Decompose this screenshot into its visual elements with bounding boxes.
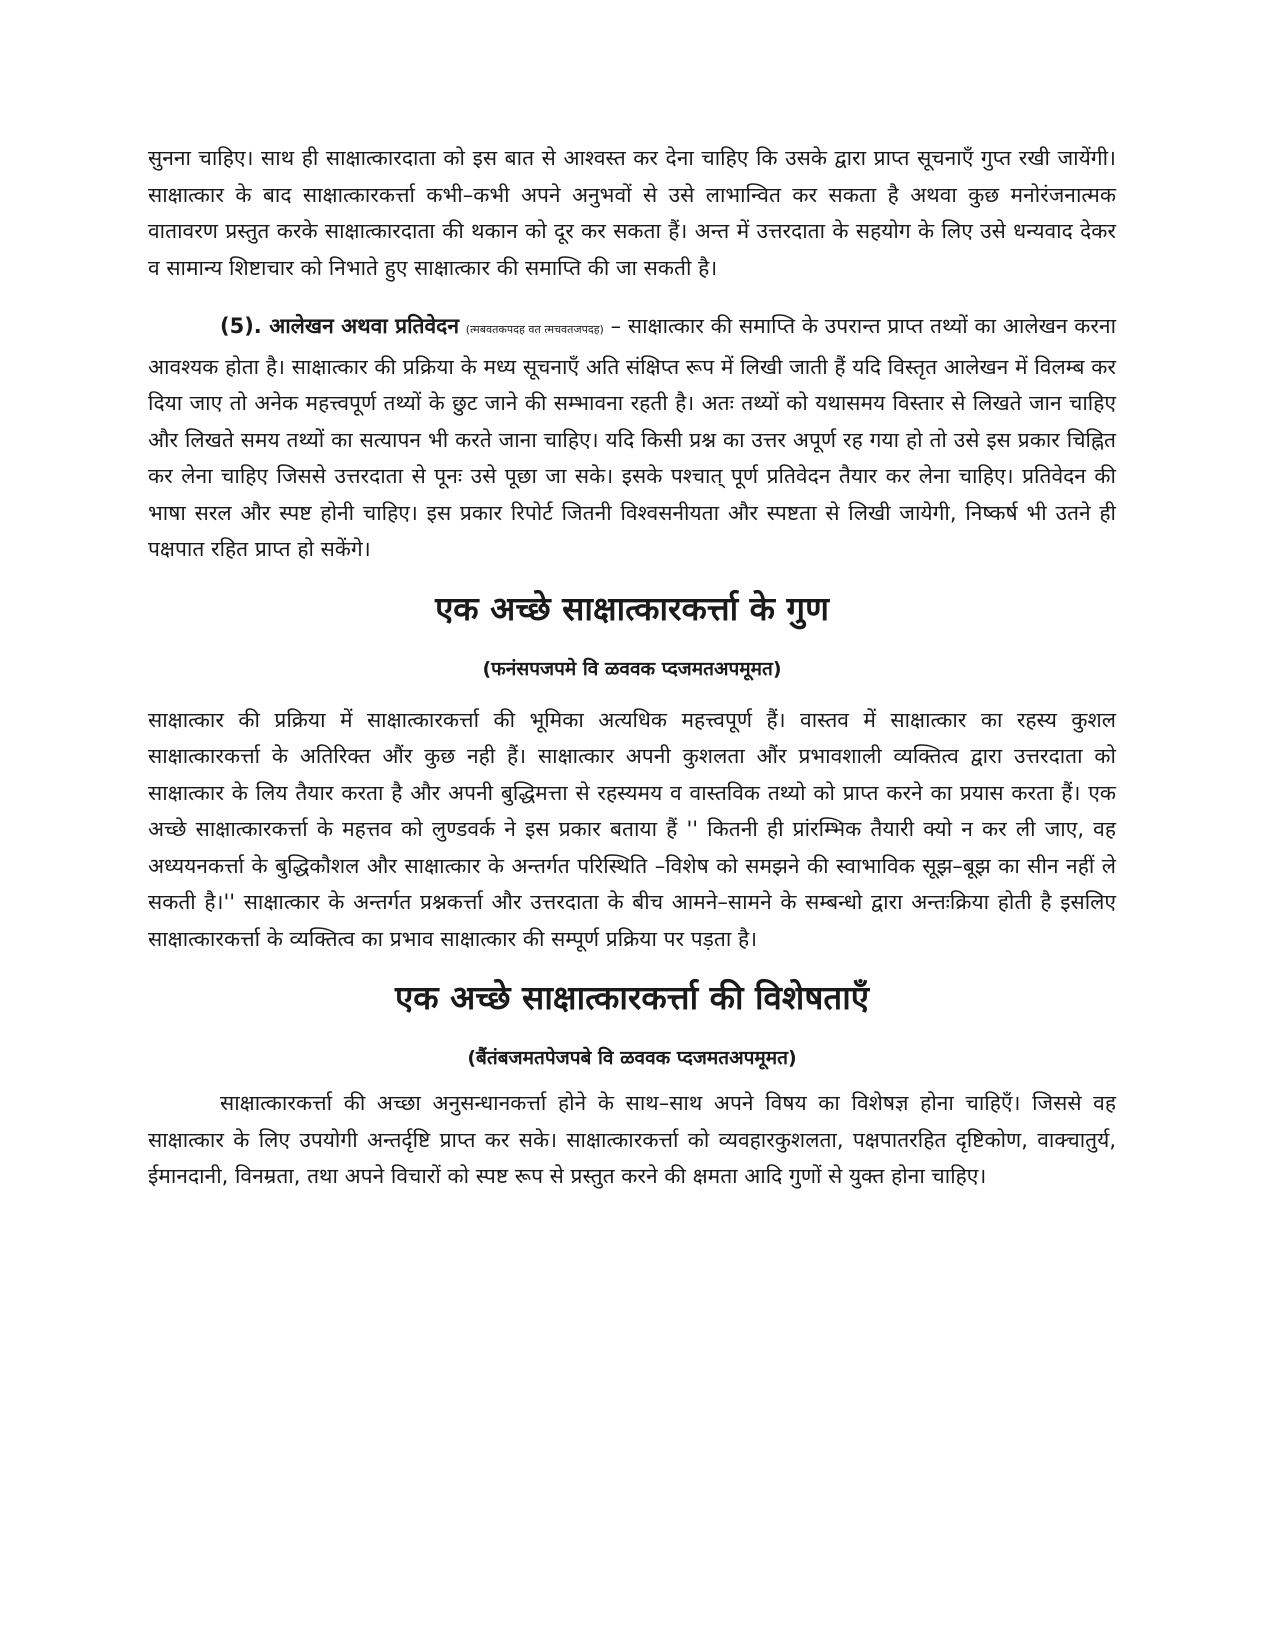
qualities-paragraph: साक्षात्कार की प्रक्रिया में साक्षात्कारकर्त्ता की भूमिका अत्यधिक महत्त्वपूर्ण हैं। वास्तव में साक्षात्कार का रहस्य कुशल साक्षात्कारकर्त्ता के अतिरिक्त औंर कुछ नही हैं। साक्षात्कार अपनी कुशलता औंर प्रभावशाली व्यक्तित्व द्वारा उत्तरदाता को साक्षात्कार के लिय तैयार करता है और अपनी बुद्धिमत्ता से रहस्यमय व वास्तविक तथ्यो को प्राप्त करने का प्रयास करता हैं। एक अच्छे साक्षात्कारकर्त्ता के महत्तव को लुण्डवर्क ने इस प्रकार बताया हैं '' कितनी ही प्रांरम्भिक तैयारी क्यो न कर ली जाए, वह अध्ययनकर्त्ता के बुद्धिकौशल और साक्षात्कार के अन्तर्गत परिस्थिति –विशेष को समझने की स्वाभाविक सूझ–बूझ का सीन नहीं ले सकती है।'' साक्षात्कार के अन्तर्गत प्रश्नकर्त्ता और उत्तरदाता के बीच आमने–सामने के सम्बन्धो द्वारा अन्तःक्रिया होती है इसलिए साक्षात्कारकर्त्ता के व्यक्तित्व का प्रभाव साक्षात्कार की सम्पूर्ण प्रक्रिया पर पड़ता है।	[148, 707, 1116, 951]
recording-text: – साक्षात्कार की समाप्ति के उपरान्त प्राप्त तथ्यों का आलेखन करना आवश्यक होता है। साक्षात्कार की प्रक्रिया के मध्य सूचनाएँ अति संक्षिप्त रूप में लिखी जाती हैं यदि विस्तृत आलेखन में विलम्ब कर दिया जाए तो अनेक महत्त्वपूर्ण तथ्यों के छुट जाने की सम्भावना रहती है। अतः तथ्यों को यथासमय विस्तार से लिखते जान चाहिए और लिखते समय तथ्यों का सत्यापन भी करते जाना चाहिए। यदि किसी प्रश्न का उत्तर अपूर्ण रह गया हो तो उसे इस प्रकार चिह्नित कर लेना चाहिए जिससे उत्तरदाता से पूनः उसे पूछा जा सके। इसके पश्चात् पूर्ण प्रतिवेदन तैयार कर लेना चाहिए। प्रतिवेदन की भाषा सरल और स्पष्ट होनी चाहिए। इस प्रकार रिपोर्ट जितनी विश्वसनीयता और स्पष्टता से लिखी जायेगी, निष्कर्ष भी उतने ही पक्षपात रहित प्राप्त हो सकेंगे।	[148, 314, 1117, 561]
recording-heading-english: (त्मबवतकपदह वत त्मचवतजपदह)	[465, 323, 604, 336]
recording-paragraph	[148, 308, 1116, 568]
qualities-subtitle: (फनंसपजपमे वि ळववक प्दजमतअपमूमत)	[482, 657, 782, 680]
characteristics-paragraph: साक्षात्कारकर्त्ता की अच्छा अनुसन्धानकर्त्ता होने के साथ–साथ अपने विषय का विशेषज्ञ होना चाहिएँ। जिससे वह साक्षात्कार के लिए उपयोगी अन्तर्दृष्टि प्राप्त कर सके। साक्षात्कारकर्त्ता को व्यवहारकुशलता, पक्षपातरहित दृष्टिकोण, वाक्चातुर्य, ईमानदानी, विनम्रता, तथा अपने विचारों को स्पष्ट रूप से प्रस्तुत करने की क्षमता आदि गुणों से युक्त होना चाहिए।	[148, 1091, 1116, 1188]
recording-heading: (5). आलेखन अथवा प्रतिवेदन	[220, 314, 459, 338]
document-page	[148, 140, 1116, 1195]
characteristics-title: एक अच्छे साक्षात्कारकर्त्ता की विशेषताएँ	[395, 978, 869, 1017]
section-5-continuation-paragraph: सुनना चाहिए। साथ ही साक्षात्कारदाता को इस बात से आश्वस्त कर देना चाहिए कि उसके द्वारा प्राप्त सूचनाएँ गुप्त रखी जायेंगी। साक्षात्कार के बाद साक्षात्कारकर्त्ता कभी–कभी अपने अनुभवों से उसे लाभान्वित कर सकता है अथवा कुछ मनोरंजनात्मक वातावरण प्रस्तुत करके साक्षात्कारदाता की थकान को दूर कर सकता हैं। अन्त में उत्तरदाता के सहयोग के लिए उसे धन्यवाद देकर व सामान्य शिष्टाचार को निभाते हुए साक्षात्कार की समाप्ति की जा सकती है।	[148, 146, 1116, 280]
characteristics-subtitle: (बैंतंबजमतपेजपबे वि ळववक प्दजमतअपमूमत)	[467, 1047, 797, 1069]
qualities-title: एक अच्छे साक्षात्कारकर्त्ता के गुण	[435, 588, 829, 628]
